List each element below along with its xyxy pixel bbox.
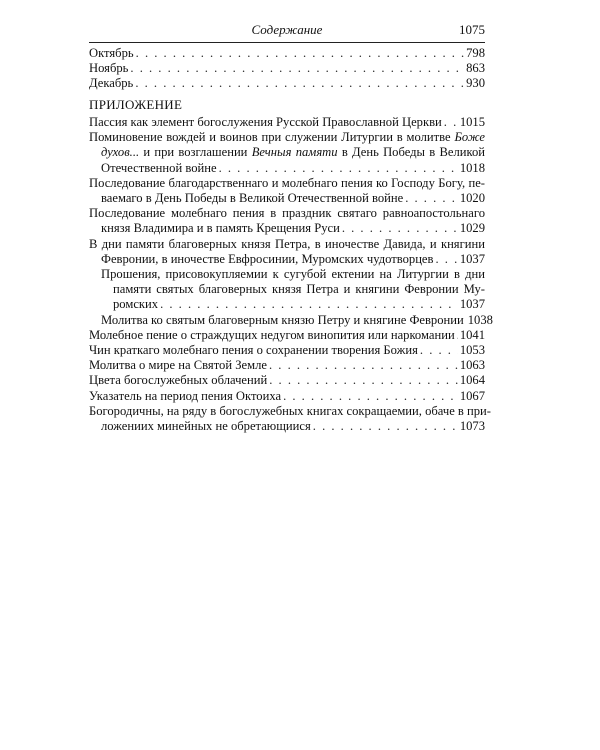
leader-dots: [405, 191, 458, 206]
toc-entry-octoechos[interactable]: [89, 389, 485, 404]
leader-dots: [219, 161, 458, 176]
toc-entry-october[interactable]: [89, 46, 485, 61]
running-header-title: Содержание: [251, 22, 323, 37]
leader-dots: [269, 358, 458, 373]
toc-entry-vladimir-last[interactable]: [89, 221, 485, 236]
toc-entry-label: Ноябрь: [89, 61, 129, 76]
toc-entry-line: Поминовение вождей и воинов при служении Литургии в молитве Боже: [89, 130, 485, 145]
toc-entry-theotokia-last[interactable]: [89, 419, 485, 434]
toc-entry-line: В дни памяти благоверных князя Петра, в иночестве Давида, и княгини: [89, 236, 485, 251]
toc-entry-vestment-colors[interactable]: [89, 373, 485, 388]
toc-entry-prayer-peter-fevronia[interactable]: [89, 312, 493, 328]
toc-entry-december[interactable]: [89, 76, 485, 91]
toc-entry-page: 1053: [459, 343, 485, 358]
leader-dots: [457, 328, 458, 343]
toc-entry-page: 1063: [459, 358, 485, 373]
toc-entry-page: 863: [466, 61, 485, 76]
toc-entry-page: 1029: [459, 221, 485, 236]
leader-dots: [160, 297, 458, 312]
toc-entry-page: 1037: [459, 297, 485, 312]
toc-entry-label: Отечественной войне: [101, 160, 217, 175]
toc-entry-peter-fevronia-last[interactable]: [89, 252, 485, 267]
page-number: 1075: [459, 22, 485, 37]
toc-entry-petitions[interactable]: [89, 267, 485, 297]
toc-entry-label: Февронии, в иночестве Евфросинии, Муромских чудотворцев: [101, 251, 434, 266]
toc-entry-passion[interactable]: [89, 115, 485, 130]
toc-entry-commemoration[interactable]: [89, 130, 485, 160]
toc-entry-label: ложениих минейных не обретающиися: [101, 419, 311, 434]
toc-entry-theotokia[interactable]: [89, 403, 491, 419]
toc-entry-label: Октябрь: [89, 46, 134, 60]
toc-entry-page: 930: [466, 76, 485, 91]
leader-dots: [269, 373, 458, 388]
toc-entry-page: 1020: [459, 191, 485, 206]
leader-dots: [313, 419, 458, 434]
toc-entry-label: Цвета богослужебных облачений: [89, 373, 268, 388]
toc-entry-label: Пассия как элемент богослужения Русской Православной Церкви: [89, 115, 442, 129]
toc-entry-peter-fevronia[interactable]: [89, 237, 485, 252]
toc-entry-line: Последование молебнаго пения в праздник святаго равноапостольнаго: [89, 206, 485, 221]
toc-entry-line: Последование благодарственнаго и молебнаго пения ко Господу Богу, пе-: [89, 175, 485, 190]
toc-entry-page: 798: [466, 46, 485, 60]
toc-entry-label: ромских: [113, 297, 159, 312]
toc-entry-label: Молитва о мире на Святой Земле: [89, 358, 267, 373]
toc-entry-page: 1015: [459, 115, 485, 129]
toc-entry-page: 1018: [459, 160, 485, 175]
months-list: [89, 46, 485, 92]
toc-entry-line: духов... и при возглашении Вечныя памяти в День Победы в Великой: [101, 145, 485, 160]
toc-entry-line: Прошения, присовокупляемии к сугубой ектении на Литургии в дни: [101, 267, 485, 282]
toc-entry-petitions-last[interactable]: [89, 297, 485, 312]
toc-entry-line: Богородичны, на ряду в богослужебных книгах сокращаемии, обаче в при-: [89, 403, 491, 418]
toc-entry-vladimir[interactable]: [89, 206, 485, 221]
toc-entry-victory-day-last[interactable]: [89, 191, 485, 206]
toc-entry-label: Молитва ко святым благоверным князю Петру и княгине Февронии: [101, 312, 464, 327]
toc-entry-label: Молебное пение о страждущих недугом винопития или наркомании: [89, 327, 455, 342]
toc-entry-page: 1073: [459, 419, 485, 434]
toc-entry-label: князя Владимира и в память Крещения Руси: [101, 221, 340, 236]
toc-entry-page: 1067: [459, 388, 485, 403]
toc-entry-page: 1038: [467, 312, 493, 327]
running-header: [89, 20, 485, 43]
leader-dots: [342, 221, 458, 236]
leader-dots: [420, 343, 458, 358]
leader-dots: [444, 115, 458, 130]
leader-dots: [435, 252, 457, 267]
toc-entry-commemoration-last[interactable]: [89, 161, 485, 176]
leader-dots: [135, 76, 464, 91]
toc-entry-victory-day[interactable]: [89, 176, 485, 191]
toc-entry-label: Указатель на период пения Октоиха: [89, 388, 282, 403]
appendix-section: [89, 97, 493, 434]
toc-entry-page: 1041: [459, 327, 485, 342]
leader-dots: [136, 46, 464, 61]
toc-entry-page: 1064: [459, 373, 485, 388]
toc-entry-page: 1037: [459, 251, 485, 266]
leader-dots: [283, 389, 458, 404]
toc-entry-creation[interactable]: [89, 343, 485, 358]
appendix-heading: ПРИЛОЖЕНИЕ: [89, 97, 183, 112]
toc-entry-label: Чин краткаго молебнаго пения о сохранении творения Божия: [89, 343, 418, 358]
toc-entry-november[interactable]: [89, 61, 485, 76]
toc-entry-label: ваемаго в День Победы в Великой Отечественной войне: [101, 191, 404, 206]
toc-entry-addiction[interactable]: [89, 328, 485, 343]
toc-entry-label: Декабрь: [89, 76, 134, 91]
toc-entry-holy-land[interactable]: [89, 358, 485, 373]
toc-entry-line: памяти святых благоверных князя Петра и княгини Февронии Му-: [113, 282, 485, 297]
leader-dots: [130, 61, 464, 76]
